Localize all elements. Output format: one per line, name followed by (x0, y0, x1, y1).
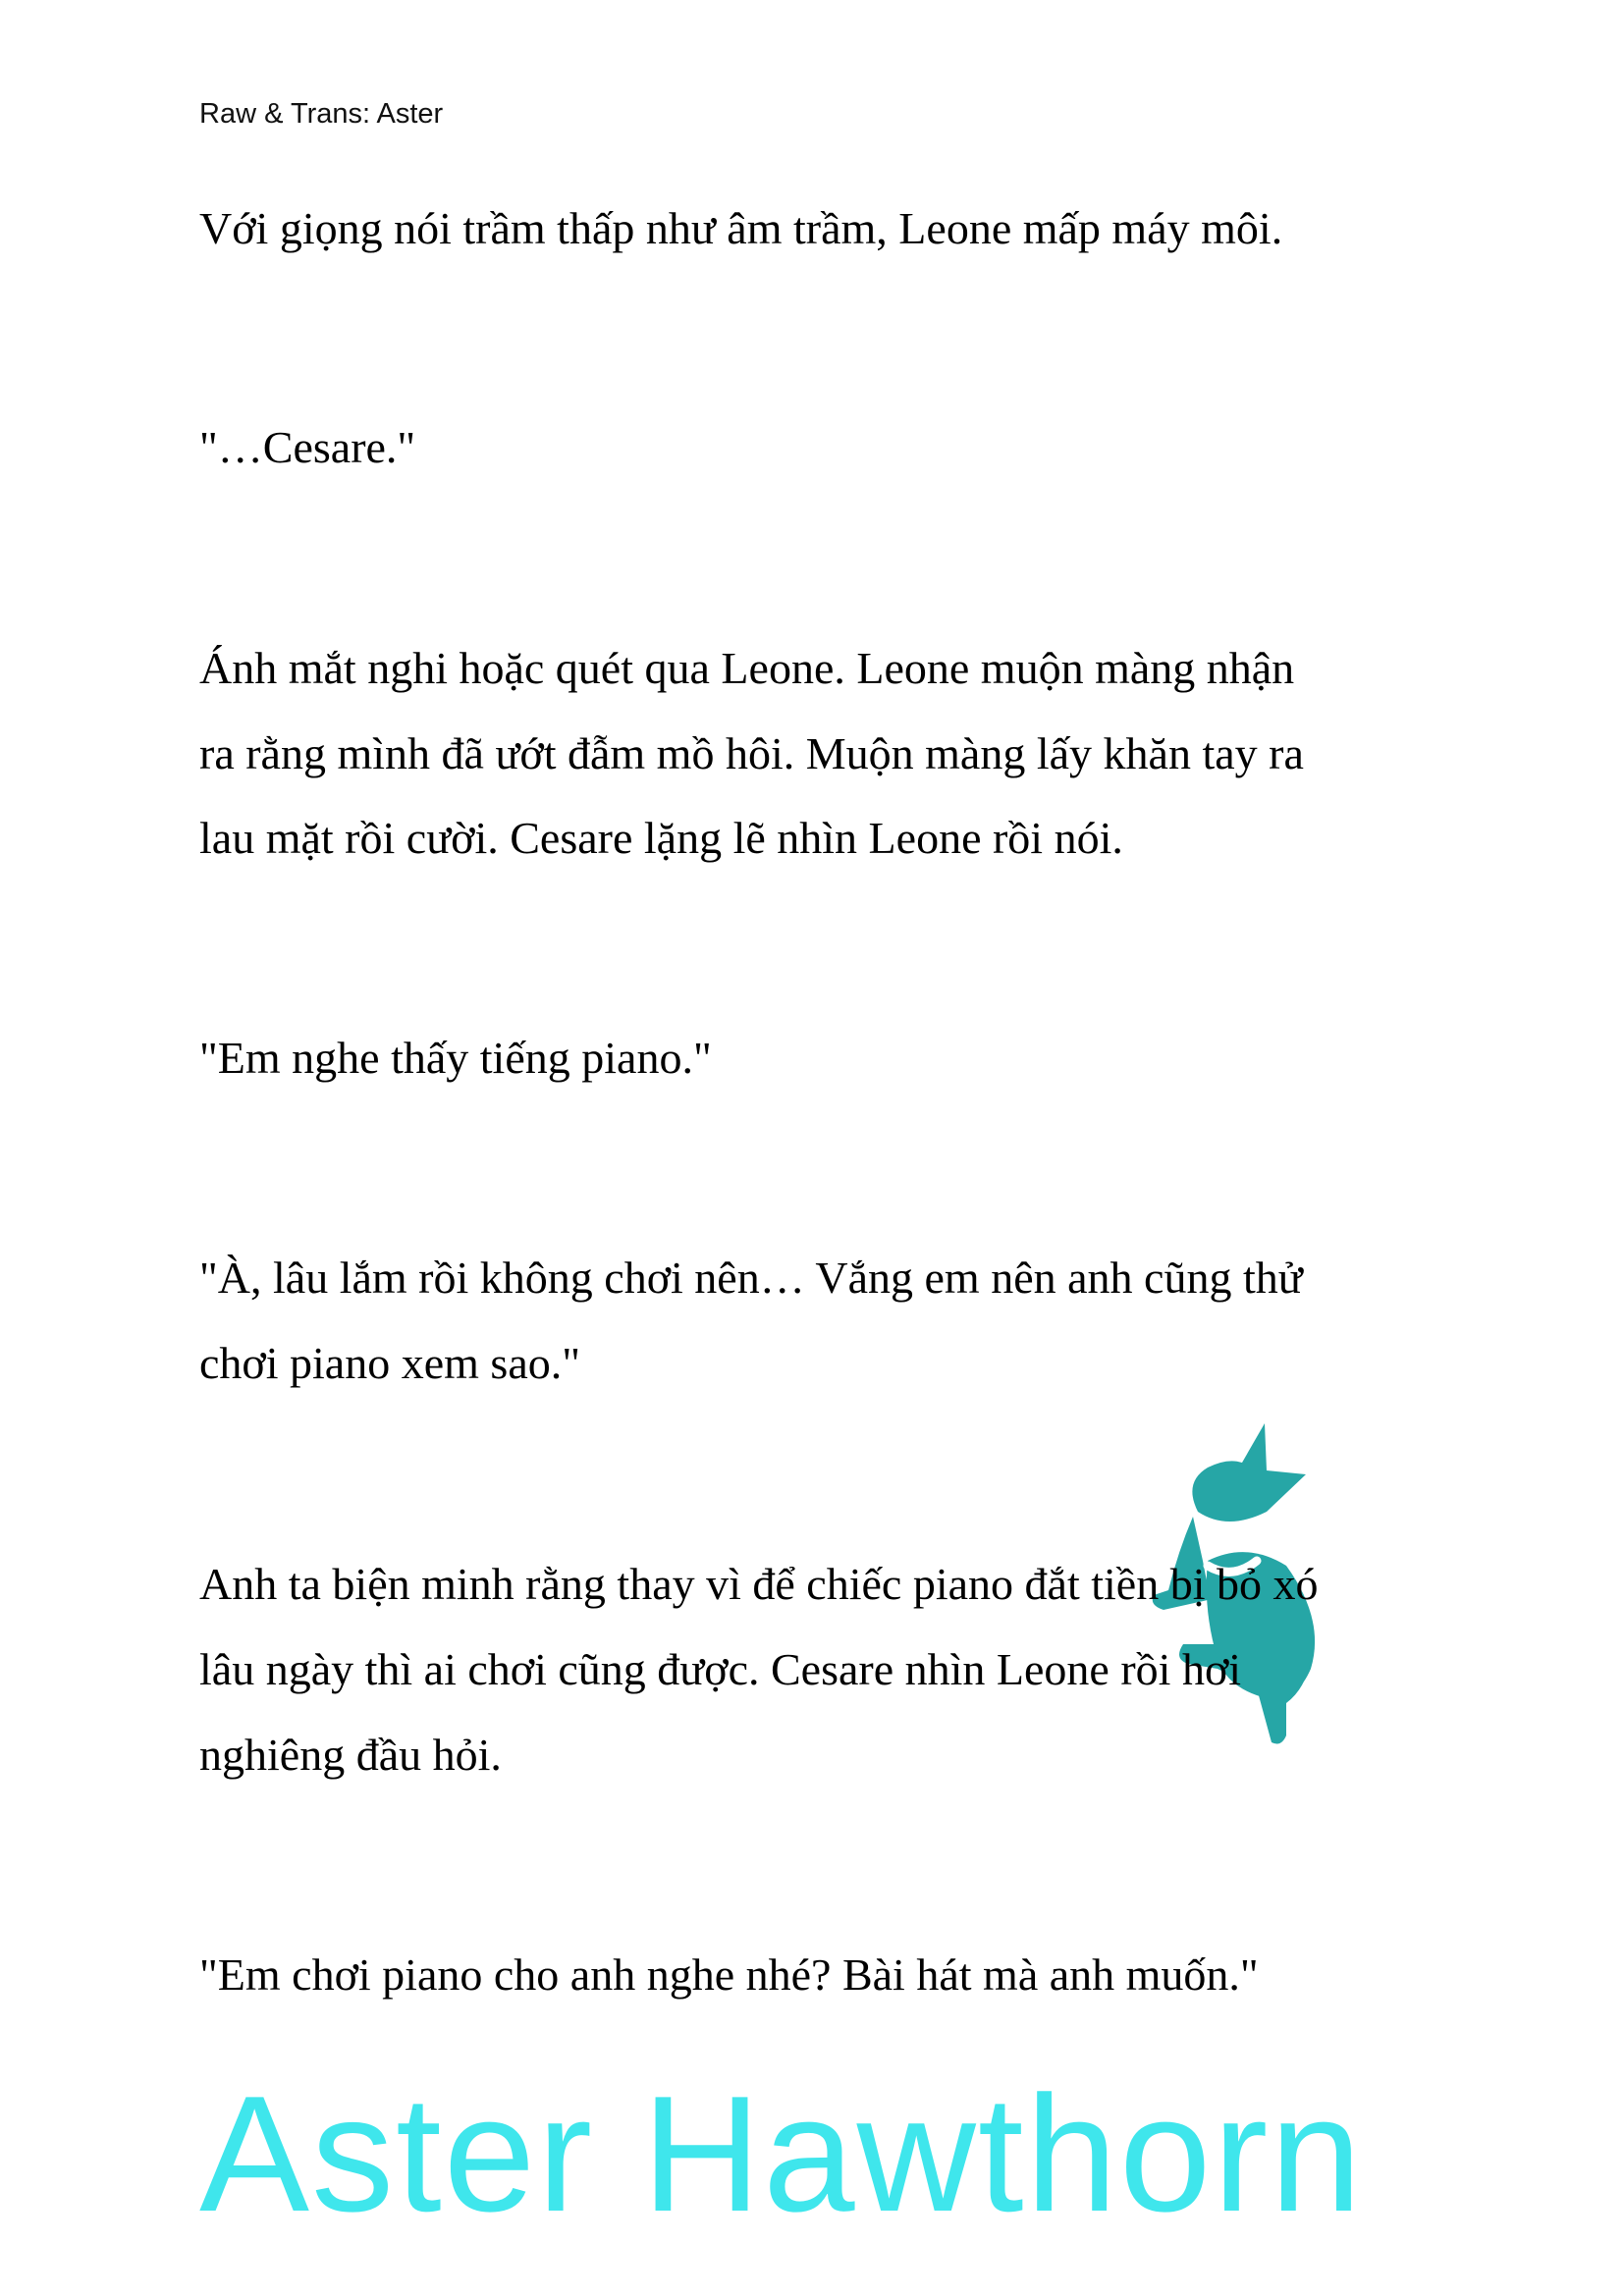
paragraph-line: lau mặt rồi cười. Cesare lặng lẽ nhìn Leone rồi nói. (199, 813, 1123, 863)
paragraph-line: "Em nghe thấy tiếng piano." (199, 1033, 712, 1083)
paragraph-line: chơi piano xem sao." (199, 1338, 581, 1388)
paragraph-line: "Em chơi piano cho anh nghe nhé? Bài hát mà anh muốn." (199, 1949, 1259, 2000)
paragraph-line: ra rằng mình đã ướt đẫm mồ hôi. Muộn màng lấy khăn tay ra (199, 728, 1304, 778)
paragraph-line: "…Cesare." (199, 422, 416, 472)
paragraph-line: lâu ngày thì ai chơi cũng được. Cesare nhìn Leone rồi hơi (199, 1644, 1242, 1694)
watermark-text: Aster Hawthorn (199, 2061, 1364, 2246)
paragraph-line: Anh ta biện minh rằng thay vì để chiếc piano đắt tiền bị bỏ xó (199, 1559, 1319, 1609)
translator-credit: Raw & Trans: Aster (199, 98, 444, 130)
paragraph-line: Ánh mắt nghi hoặc quét qua Leone. Leone muộn màng nhận (199, 643, 1295, 693)
paragraph-line: nghiêng đầu hỏi. (199, 1730, 502, 1780)
paragraph-line: "À, lâu lắm rồi không chơi nên… Vắng em nên anh cũng thử (199, 1253, 1303, 1303)
paragraph-line: Với giọng nói trầm thấp như âm trầm, Leone mấp máy môi. (199, 203, 1283, 253)
